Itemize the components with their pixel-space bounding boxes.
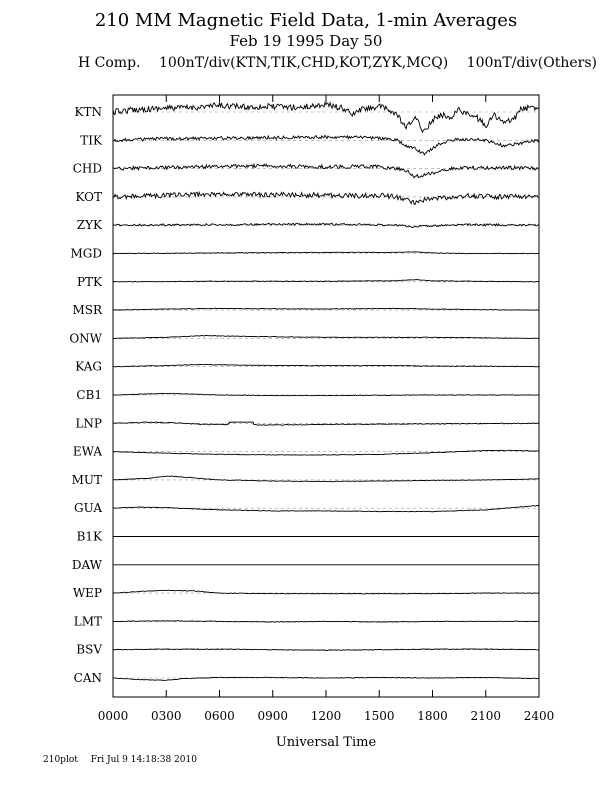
station-label-gua: GUA: [74, 501, 102, 516]
trace-chd: [113, 164, 539, 178]
x-tick-label-0900: 0900: [257, 709, 289, 723]
trace-mut: [113, 476, 539, 482]
station-label-ktn: KTN: [74, 105, 102, 119]
trace-ktn: [113, 103, 539, 133]
trace-can: [113, 677, 539, 680]
station-label-lmt: LMT: [73, 614, 102, 629]
x-tick-label-1500: 1500: [363, 709, 395, 723]
footer: [43, 755, 207, 765]
station-label-ptk: PTK: [76, 274, 102, 289]
component-label: H Comp.: [78, 55, 141, 71]
station-label-wep: WEP: [72, 586, 102, 601]
station-label-tik: TIK: [80, 133, 102, 148]
x-axis-label: Universal Time: [275, 735, 377, 750]
other-scale-label: 100nT/div(Others): [466, 55, 598, 71]
footer-timestamp: Fri Jul 9 14:18:38 2010: [90, 755, 197, 765]
station-label-b1k: B1K: [76, 529, 102, 544]
footer-program: 210plot: [43, 755, 78, 765]
station-label-zyk: ZYK: [76, 218, 102, 233]
station-label-can: CAN: [73, 671, 102, 685]
station-label-msr: MSR: [72, 303, 102, 318]
chart-subtitle: Feb 19 1995 Day 50: [229, 32, 383, 50]
x-tick-label-0300: 0300: [150, 709, 182, 723]
trace-cb1: [113, 393, 539, 396]
station-label-ewa: EWA: [72, 444, 102, 459]
trace-lmt: [113, 621, 539, 623]
x-tick-label-0600: 0600: [204, 709, 235, 723]
station-label-onw: ONW: [69, 331, 102, 346]
station-label-mgd: MGD: [70, 246, 102, 261]
station-label-daw: DAW: [71, 557, 102, 572]
station-label-mut: MUT: [71, 472, 102, 487]
trace-gua: [113, 505, 539, 511]
trace-wep: [113, 590, 539, 594]
trace-tik: [113, 135, 539, 155]
x-tick-label-2100: 2100: [470, 709, 502, 723]
chart-title: 210 MM Magnetic Field Data, 1-min Averages: [94, 10, 518, 31]
station-label-lnp: LNP: [75, 416, 102, 431]
x-tick-label-1200: 1200: [310, 709, 342, 723]
station-label-cb1: CB1: [76, 388, 102, 402]
station-label-kot: KOT: [75, 189, 102, 204]
x-tick-label-0000: 0000: [97, 709, 129, 723]
station-label-chd: CHD: [72, 161, 102, 176]
x-tick-label-1800: 1800: [417, 709, 448, 723]
station-label-kag: KAG: [75, 359, 102, 374]
trace-kot: [113, 192, 539, 204]
x-tick-label-2400: 2400: [523, 709, 555, 723]
station-label-bsv: BSV: [76, 642, 102, 657]
primary-scale-label: 100nT/div(KTN,TIK,CHD,KOT,ZYK,MCQ): [158, 55, 449, 71]
trace-ewa: [113, 450, 539, 455]
